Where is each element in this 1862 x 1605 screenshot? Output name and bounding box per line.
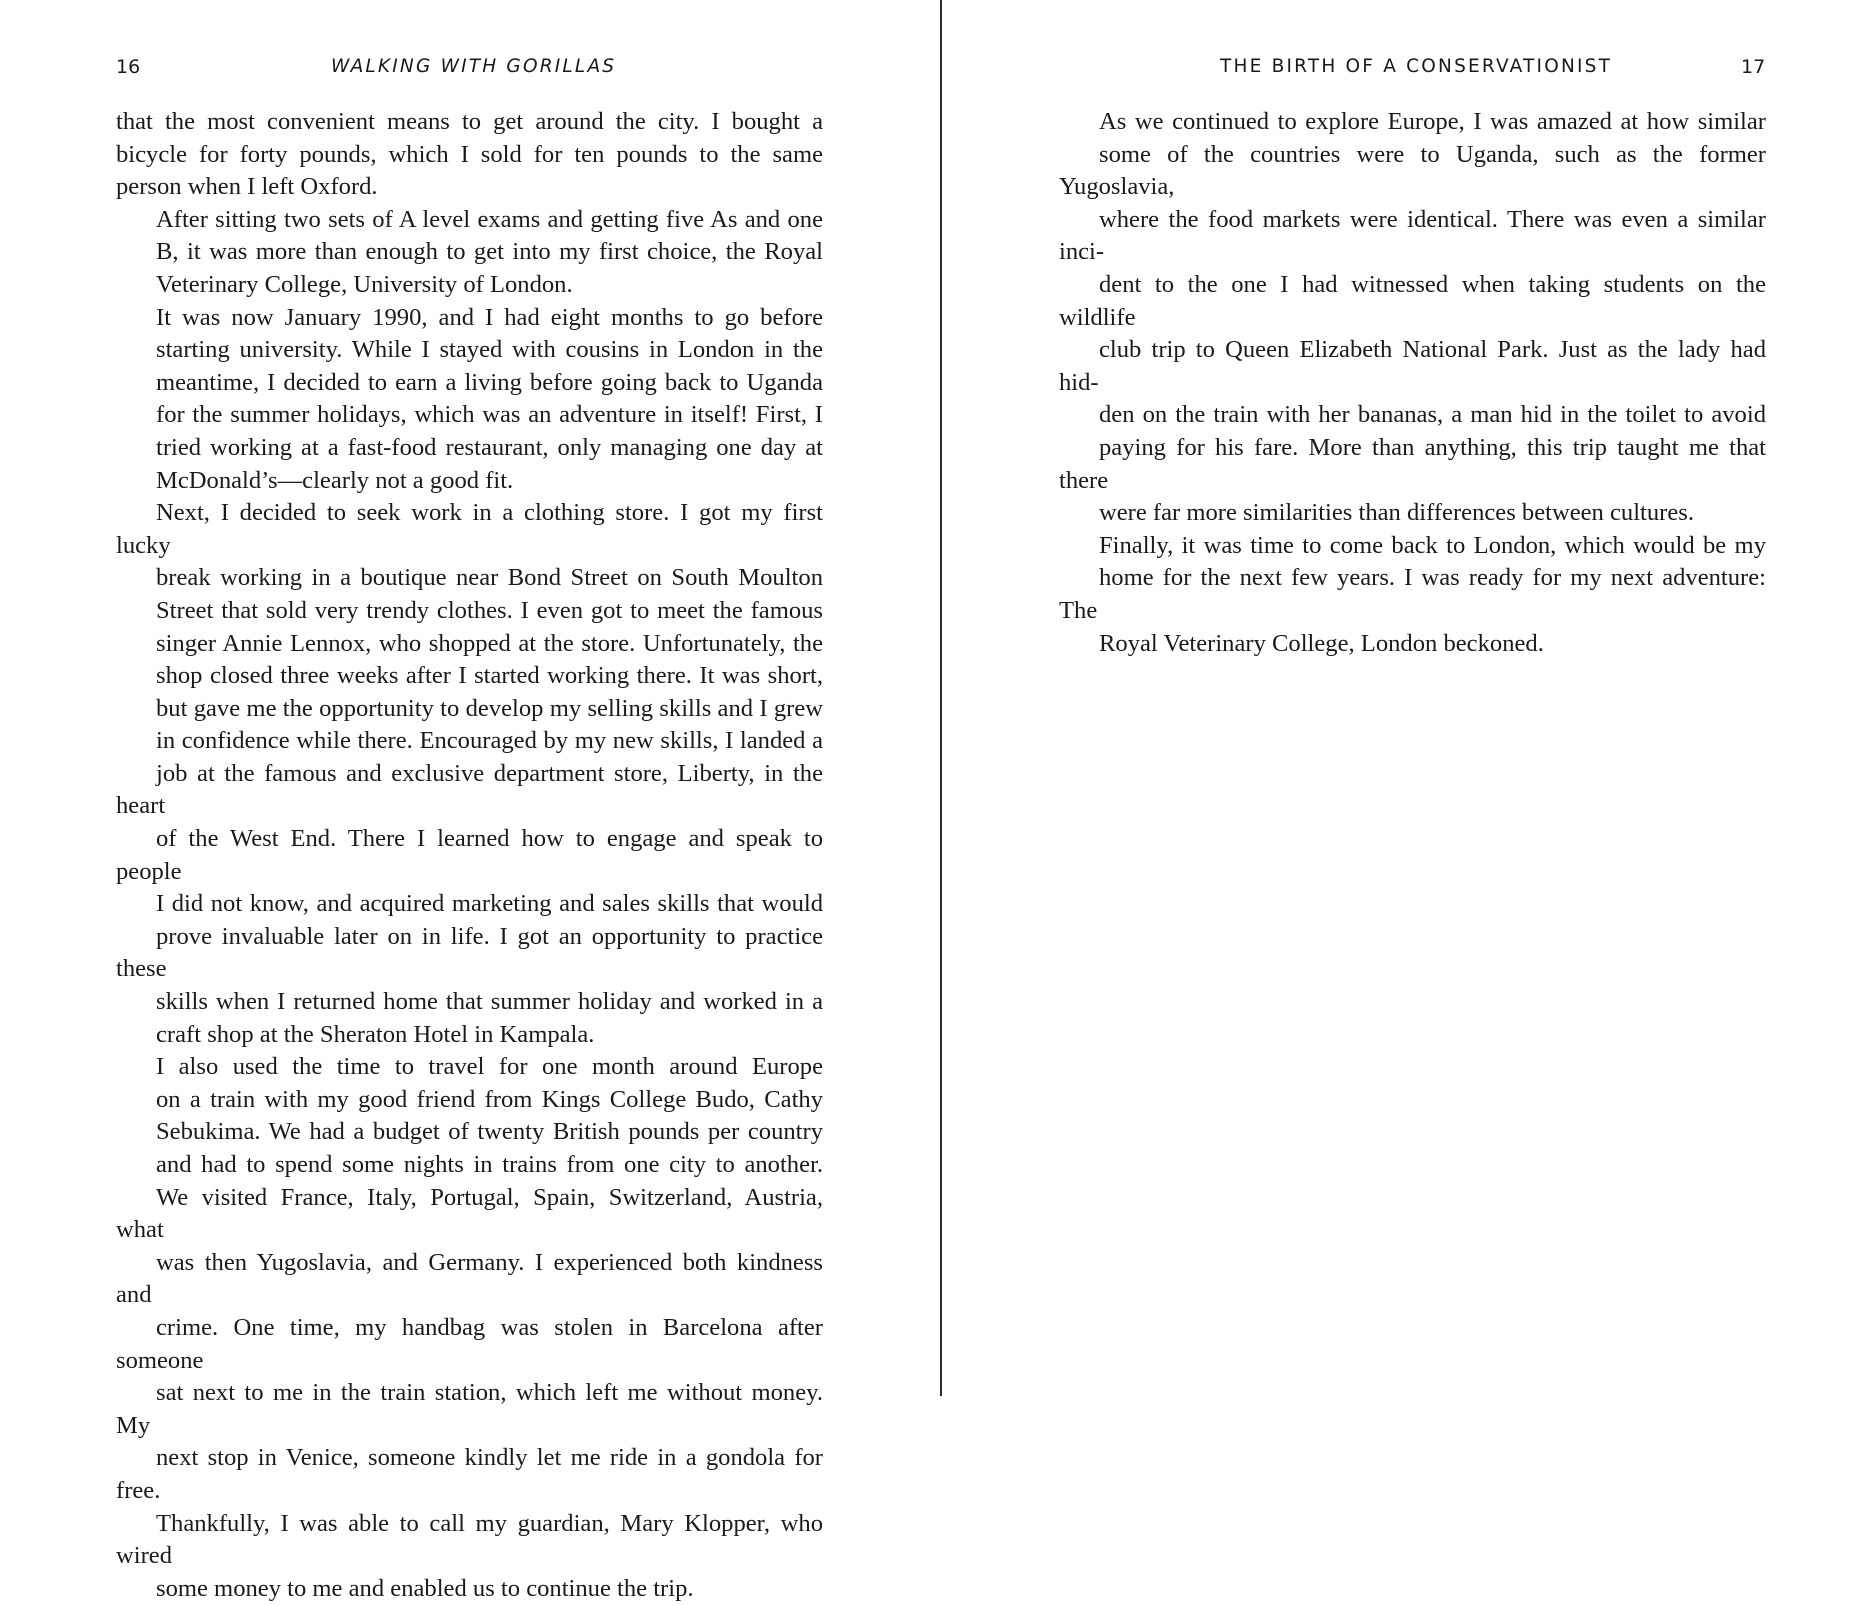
text-line: Thankfully, I was able to call my guardian, Mary Klopper, who wired <box>116 1509 823 1570</box>
paragraph <box>116 106 823 204</box>
text-line: was then Yugoslavia, and Germany. I experienced both kindness and <box>116 1248 823 1309</box>
text-line: skills when I returned home that summer holiday and worked in a <box>156 988 823 1016</box>
text-line: some of the countries were to Uganda, such as the former Yugoslavia, <box>1059 140 1766 201</box>
text-line: McDonald’s—clearly not a good fit. <box>156 466 514 494</box>
paragraph <box>1059 106 1766 530</box>
text-line: bicycle for forty pounds, which I sold for ten pounds to the same <box>116 140 823 168</box>
text-line: As we continued to explore Europe, I was amazed at how similar <box>1099 108 1766 135</box>
text-line: home for the next few years. I was ready for my next adventure: The <box>1059 564 1766 624</box>
paragraph <box>1059 530 1766 660</box>
page-number: 16 <box>116 56 141 78</box>
text-line: on a train with my good friend from Kings College Budo, Cathy <box>156 1085 823 1113</box>
text-line: some money to me and enabled us to continue the trip. <box>156 1574 694 1602</box>
text-line: prove invaluable later on in life. I got an opportunity to practice these <box>116 922 823 983</box>
text-line: but gave me the opportunity to develop my selling skills and I grew <box>156 694 823 722</box>
running-head-book-title: WALKING WITH GORILLAS <box>331 56 617 77</box>
text-line: crime. One time, my handbag was stolen in Barcelona after someone <box>116 1313 823 1374</box>
text-line: It was now January 1990, and I had eight months to go before <box>156 303 823 331</box>
text-line: Royal Veterinary College, London beckoned. <box>1099 629 1544 657</box>
text-line: Sebukima. We had a budget of twenty British pounds per country <box>156 1118 823 1146</box>
body-text <box>116 106 823 1605</box>
text-line: Finally, it was time to come back to London, which would be my <box>1099 531 1766 559</box>
text-line: in confidence while there. Encouraged by my new skills, I landed a <box>156 727 823 755</box>
text-line: for the summer holidays, which was an adventure in itself! First, I <box>156 401 823 429</box>
text-line: I also used the time to travel for one month around Europe <box>156 1053 823 1081</box>
text-line: meantime, I decided to earn a living before going back to Uganda <box>156 368 823 396</box>
text-line: singer Annie Lennox, who shopped at the store. Unfortunately, the <box>156 629 823 657</box>
text-line: shop closed three weeks after I started working there. It was short, <box>156 662 823 690</box>
body-text <box>1059 106 1766 660</box>
text-line: next stop in Venice, someone kindly let me ride in a gondola for free. <box>116 1444 823 1504</box>
text-line: were far more similarities than differences between cultures. <box>1099 499 1695 527</box>
text-line: that the most convenient means to get around the city. I bought a <box>116 108 823 135</box>
text-line: B, it was more than enough to get into my first choice, the Royal <box>156 238 823 266</box>
text-line: Street that sold very trendy clothes. I even got to meet the famous <box>156 596 823 624</box>
paragraph <box>116 302 823 498</box>
text-line: club trip to Queen Elizabeth National Park. Just as the lady had hid- <box>1059 336 1766 396</box>
text-line: person when I left Oxford. <box>116 173 378 201</box>
text-line: tried working at a fast-food restaurant, only managing one day at <box>156 433 823 461</box>
text-line: I did not know, and acquired marketing and sales skills that would <box>156 890 823 918</box>
paragraph <box>116 204 823 302</box>
text-line: break working in a boutique near Bond Street on South Moulton <box>156 564 823 592</box>
text-line: where the food markets were identical. There was even a similar inci- <box>1059 205 1766 266</box>
text-line: starting university. While I stayed with cousins in London in the <box>156 336 823 364</box>
paragraph <box>116 497 823 1051</box>
text-line: dent to the one I had witnessed when taking students on the wildlife <box>1059 270 1766 331</box>
text-line: We visited France, Italy, Portugal, Spain, Switzerland, Austria, what <box>116 1183 823 1244</box>
text-line: of the West End. There I learned how to engage and speak to people <box>116 825 823 885</box>
page-number: 17 <box>1741 56 1766 78</box>
text-line: Veterinary College, University of London. <box>156 270 573 298</box>
text-line: After sitting two sets of A level exams and getting five As and one <box>156 205 823 233</box>
text-line: and had to spend some nights in trains from one city to another. <box>156 1151 823 1178</box>
text-line: den on the train with her bananas, a man hid in the toilet to avoid <box>1099 401 1766 429</box>
text-line: craft shop at the Sheraton Hotel in Kampala. <box>156 1020 595 1048</box>
paragraph <box>116 1051 823 1605</box>
text-line: sat next to me in the train station, which left me without money. My <box>116 1379 823 1439</box>
text-line: job at the famous and exclusive department store, Liberty, in the heart <box>116 759 823 820</box>
text-line: paying for his fare. More than anything, this trip taught me that there <box>1059 433 1766 494</box>
text-line: Next, I decided to seek work in a clothing store. I got my first lucky <box>116 499 823 559</box>
right-page <box>942 0 1862 1396</box>
running-head-chapter-title: THE BIRTH OF A CONSERVATIONIST <box>1220 56 1613 77</box>
